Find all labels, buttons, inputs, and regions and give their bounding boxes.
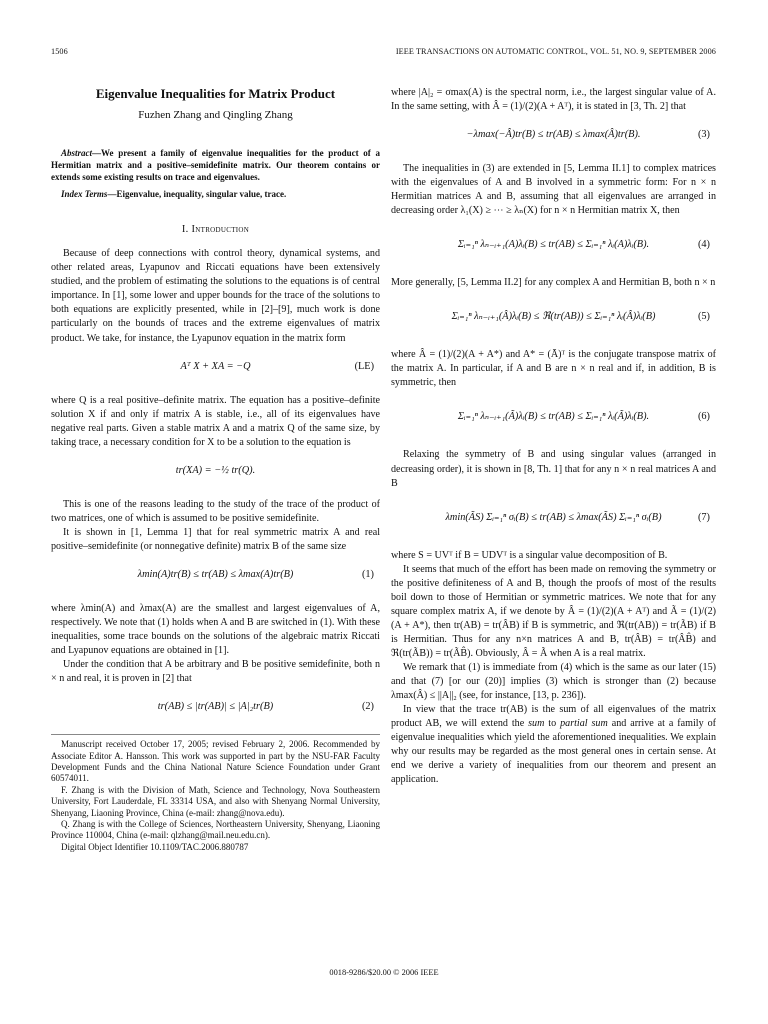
equation-body: λmin(ÃS) Σᵢ₌₁ⁿ σᵢ(B) ≤ tr(AB) ≤ λmax(ÃS) Σᵢ₌₁ⁿ σᵢ(B) — [445, 511, 662, 523]
equation-number: (4) — [697, 239, 710, 251]
equation-number: (7) — [697, 511, 710, 523]
equation-number: (3) — [697, 129, 710, 141]
paragraph: Relaxing the symmetry of B and using singular values (arranged in decreasing order), it is shown in [8, Th. 1] that for any n × n real matrices A and B — [391, 449, 716, 489]
paragraph: The inequalities in (3) are extended in [5, Lemma II.1] to complex matrices with the eigenvalues of A and B involved in a symmetric form: For n × n Hermitian matrices A and B, assuming that all eigenvalues are arranged in decreasing order λ₁(X) ≥ ⋯ ≥ λₙ(X) for n × n Hermitian matrix X, then — [391, 163, 716, 217]
paragraph: It is shown in [1, Lemma 1] that for real symmetric matrix A and real positive–semidefinite (or nonnegative definite) matrix B of the same size — [51, 526, 380, 552]
index-terms — [51, 189, 380, 201]
emphasis: sum — [528, 718, 545, 730]
paragraph: It seems that much of the effort has been made on removing the symmetry or the positive definiteness of A and B, though the proofs of most of the results boil down to those of Hermitian or symmetric matrices. We note that for any square complex matrix A, if we denote by Â = (1)/(2)(A + Aᵀ) and Ã = (1)/(2)(A + A*), then tr(AB) = tr(ÂB) if B is symmetric, and ℜ(tr(AB)) = tr(ÃB) if B is Hermitian. Thus for any n×n matrices A and B, tr(ÂB) = tr(ÂB̂) and ℜ(tr(ÃB)) = tr(ÃB̂). Obviously, Â = Ã when A is a real matrix. — [391, 563, 716, 659]
paragraph: where λmin(A) and λmax(A) are the smallest and largest eigenvalues of A, respectively. We note that (1) holds when A and B are switched in (1). With these inequalities, some trace bounds on the solutions of the algebraic matrix Riccati and Lyapunov equations are obtained in [1]. — [51, 602, 380, 657]
paragraph: This is one of the reasons leading to the study of the trace of the product of two matrices, one of which is assumed to be positive semidefinite. — [51, 498, 380, 524]
equation-1 — [51, 568, 380, 584]
paragraph: We remark that (1) is immediate from (4) which is the same as our later (15) and that (7) [or our (20)] implies (3) which is stronger than (2) because λmax(Â) ≤ ||A||₂ (see, for instance, [13, p. 236]). — [391, 661, 716, 702]
footnotes — [51, 734, 380, 853]
paragraph: More generally, [5, Lemma II.2] for any complex A and Hermitian B, both n × n — [391, 277, 716, 289]
equation-5 — [391, 310, 716, 326]
text-run: In view that the trace tr(AB) is the sum of all eigenvalues of the matrix product AB, we will extend the — [391, 704, 716, 730]
page-number: 1506 — [51, 47, 68, 56]
index-terms-text: —Eigenvalue, inequality, singular value, trace. — [107, 189, 287, 200]
paragraph: where Q is a real positive–definite matrix. The equation has a positive–definite solution X if and only if matrix A is stable, i.e., all of its eigenvalues have negative real parts. Given a stable matrix A and a matrix Q of the same size, by taking trace, a necessary condition for X to be a solution to the equation is — [51, 394, 380, 448]
paragraph — [391, 703, 716, 787]
right-column — [391, 86, 716, 787]
equation-3 — [391, 128, 716, 144]
emphasis: partial sum — [560, 718, 608, 730]
paragraph: where Â = (1)/(2)(A + A*) and A* = (Ā)ᵀ is the conjugate transpose matrix of the matrix A. In particular, if A and B are n × n real and if, in addition, B is symmetric, then — [391, 349, 716, 389]
paragraph: Because of deep connections with control theory, dynamical systems, and other related areas, Lyapunov and Riccati equations have been extensively studied, and the problem of estimating the solutions to the equations is of central importance. In [1], some lower and upper bounds for the trace of the solutions to both equations are explicitly presented, while in [2]–[9], much work is done particularly on the bounds of traces and the extreme eigenvalues of matrix product. We take, for instance, the Lyapunov equation in the matrix form — [51, 248, 380, 344]
equation-number: (5) — [697, 311, 710, 323]
equation-body: −λmax(−Â)tr(B) ≤ tr(AB) ≤ λmax(Â)tr(B). — [466, 129, 641, 141]
footnote: F. Zhang is with the Division of Math, Science and Technology, Nova Southeastern University, Fort Lauderdale, FL 33314 USA, and also with Shenyang Normal University, Shenyang, Liaoning Province, China (e-mail: zhang@nova.edu). — [51, 784, 380, 818]
equation-le — [51, 360, 380, 376]
abstract-text: —We present a family of eigenvalue inequalities for the product of a Hermitian matrix and a positive–semidefinite matrix. Our theorem contains or extends some existing results on trace and eigenvalues. — [51, 148, 380, 182]
equation-body: λmin(A)tr(B) ≤ tr(AB) ≤ λmax(A)tr(B) — [137, 568, 294, 580]
equation-2 — [51, 700, 380, 716]
paragraph: where S = UVᵀ if B = UDVᵀ is a singular value decomposition of B. — [391, 549, 668, 561]
equation-body: Σᵢ₌₁ⁿ λₙ₋ᵢ₊₁(Â)λᵢ(B) ≤ ℜ(tr(AB)) ≤ Σᵢ₌₁ⁿ λᵢ(Â)λᵢ(B) — [451, 311, 656, 323]
paragraph: where |A|₂ = σmax(A) is the spectral norm, i.e., the largest singular value of A. In the same setting, with Â = (1)/(2)(A + Aᵀ), it is stated in [3, Th. 2] that — [391, 87, 716, 113]
journal-header: IEEE TRANSACTIONS ON AUTOMATIC CONTROL, VOL. 51, NO. 9, SEPTEMBER 2006 — [395, 47, 716, 56]
abstract — [51, 148, 380, 183]
paragraph: Under the condition that A be arbitrary and B be positive semidefinite, both n × n and real, it is proven in [2] that — [51, 659, 380, 685]
equation-number: (LE) — [354, 360, 374, 372]
equation-body: Σᵢ₌₁ⁿ λₙ₋ᵢ₊₁(Ã)λᵢ(B) ≤ tr(AB) ≤ Σᵢ₌₁ⁿ λᵢ(Ã)λᵢ(B). — [457, 411, 650, 423]
footnote: Q. Zhang is with the College of Sciences, Northeastern University, Shenyang, Liaoning Province 110004, China (e-mail: qlzhang@mail.neu.edu.cn). — [51, 819, 380, 841]
equation-body: Σᵢ₌₁ⁿ λₙ₋ᵢ₊₁(A)λᵢ(B) ≤ tr(AB) ≤ Σᵢ₌₁ⁿ λᵢ(A)λᵢ(B). — [457, 239, 650, 251]
footnote: Digital Object Identifier 10.1109/TAC.2006.880787 — [61, 841, 249, 852]
equation-number: (2) — [361, 701, 374, 713]
equation-4 — [391, 238, 716, 254]
equation-body: tr(AB) ≤ |tr(AB)| ≤ |A|₂tr(B) — [157, 701, 274, 713]
paper-title: Eigenvalue Inequalities for Matrix Product — [95, 86, 336, 101]
section-heading: I. Introduction — [181, 224, 250, 236]
abstract-label: Abstract — [61, 148, 93, 158]
left-column — [51, 86, 380, 853]
equation-number: (6) — [697, 411, 710, 423]
equation-7 — [391, 511, 716, 527]
equation-trace — [51, 464, 380, 480]
authors: Fuzhen Zhang and Qingling Zhang — [138, 109, 293, 121]
copyright-footer: 0018-9286/$20.00 © 2006 IEEE — [329, 968, 439, 977]
equation-number: (1) — [361, 568, 374, 580]
equation-body: Aᵀ X + XA = −Q — [180, 360, 251, 372]
text-run: to — [544, 718, 561, 730]
index-terms-label: Index Terms — [61, 189, 108, 200]
equation-6 — [391, 410, 716, 426]
text-run: and arrive at a family of eigenvalue inequalities which yield the aforementioned inequalities. We explain why our results may be regarded as the most general ones in certain sense. At end we derive a variety of inequalities from our theorem and present an application. — [391, 718, 716, 786]
footnote: Manuscript received October 17, 2005; revised February 2, 2006. Recommended by Associate Editor A. Hansson. This work was supported in part by the NSU-FAR Faculty Development Funds and the China National Nature Science Foundation under Grant 60574011. — [51, 739, 380, 784]
equation-body: tr(XA) = −½ tr(Q). — [175, 464, 256, 476]
